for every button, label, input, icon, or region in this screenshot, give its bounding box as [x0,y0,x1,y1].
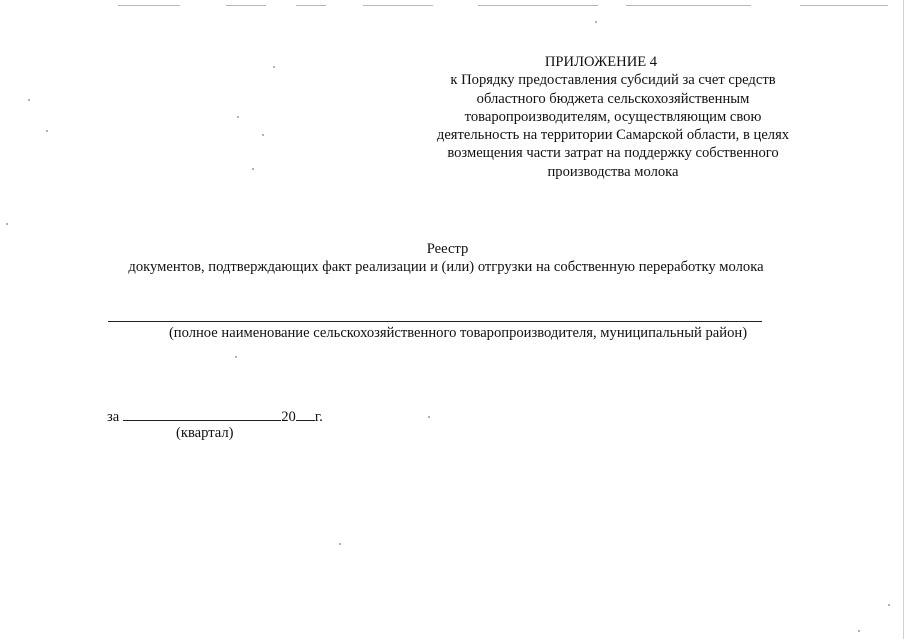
appendix-line: производства молока [547,163,679,180]
registry-title: Реестр [426,241,469,257]
quarter-blank-line [123,406,281,421]
scan-speck [252,168,254,170]
scan-artifact-rule [800,5,888,6]
producer-name-line [108,321,762,322]
year-suffix: г. [314,409,323,425]
scan-artifact-rule [118,5,180,6]
year-prefix: 20 [281,409,296,425]
scan-speck [237,116,239,118]
scan-artifact-rule [626,5,751,6]
period-row [107,406,323,426]
period-prefix: за [107,409,120,425]
scan-speck [273,66,275,68]
scan-speck [235,356,237,358]
appendix-line: товаропроизводителям, осуществляющим свою [464,108,762,125]
scan-artifact-rule [226,5,266,6]
appendix-line: областного бюджета сельскохозяйственным [476,90,750,107]
scan-speck [339,543,341,545]
appendix-line: возмещения части затрат на поддержку собственного [447,145,779,162]
scan-artifact-rule [296,5,326,6]
scan-speck [46,130,48,132]
scan-artifact-edge [903,0,904,639]
scan-speck [262,134,264,136]
appendix-line: деятельность на территории Самарской области, в целях [436,127,790,144]
appendix-title: ПРИЛОЖЕНИЕ 4 [544,54,658,70]
scan-artifact-rule [478,5,598,6]
scan-speck [28,99,30,101]
scan-speck [595,21,597,23]
scan-speck [428,416,430,418]
appendix-header [418,53,808,181]
year-blank-line [296,406,315,421]
scan-speck [888,604,890,606]
registry-subtitle: документов, подтверждающих факт реализации и (или) отгрузки на собственную переработку молока [128,259,764,275]
scan-speck [858,630,860,632]
producer-name-caption: (полное наименование сельскохозяйственного товаропроизводителя, муниципальный район) [168,325,748,341]
appendix-line: к Порядку предоставления субсидий за счет средств [450,72,776,89]
scan-speck [6,223,8,225]
scan-artifact-rule [363,5,433,6]
quarter-caption: (квартал) [176,425,234,441]
